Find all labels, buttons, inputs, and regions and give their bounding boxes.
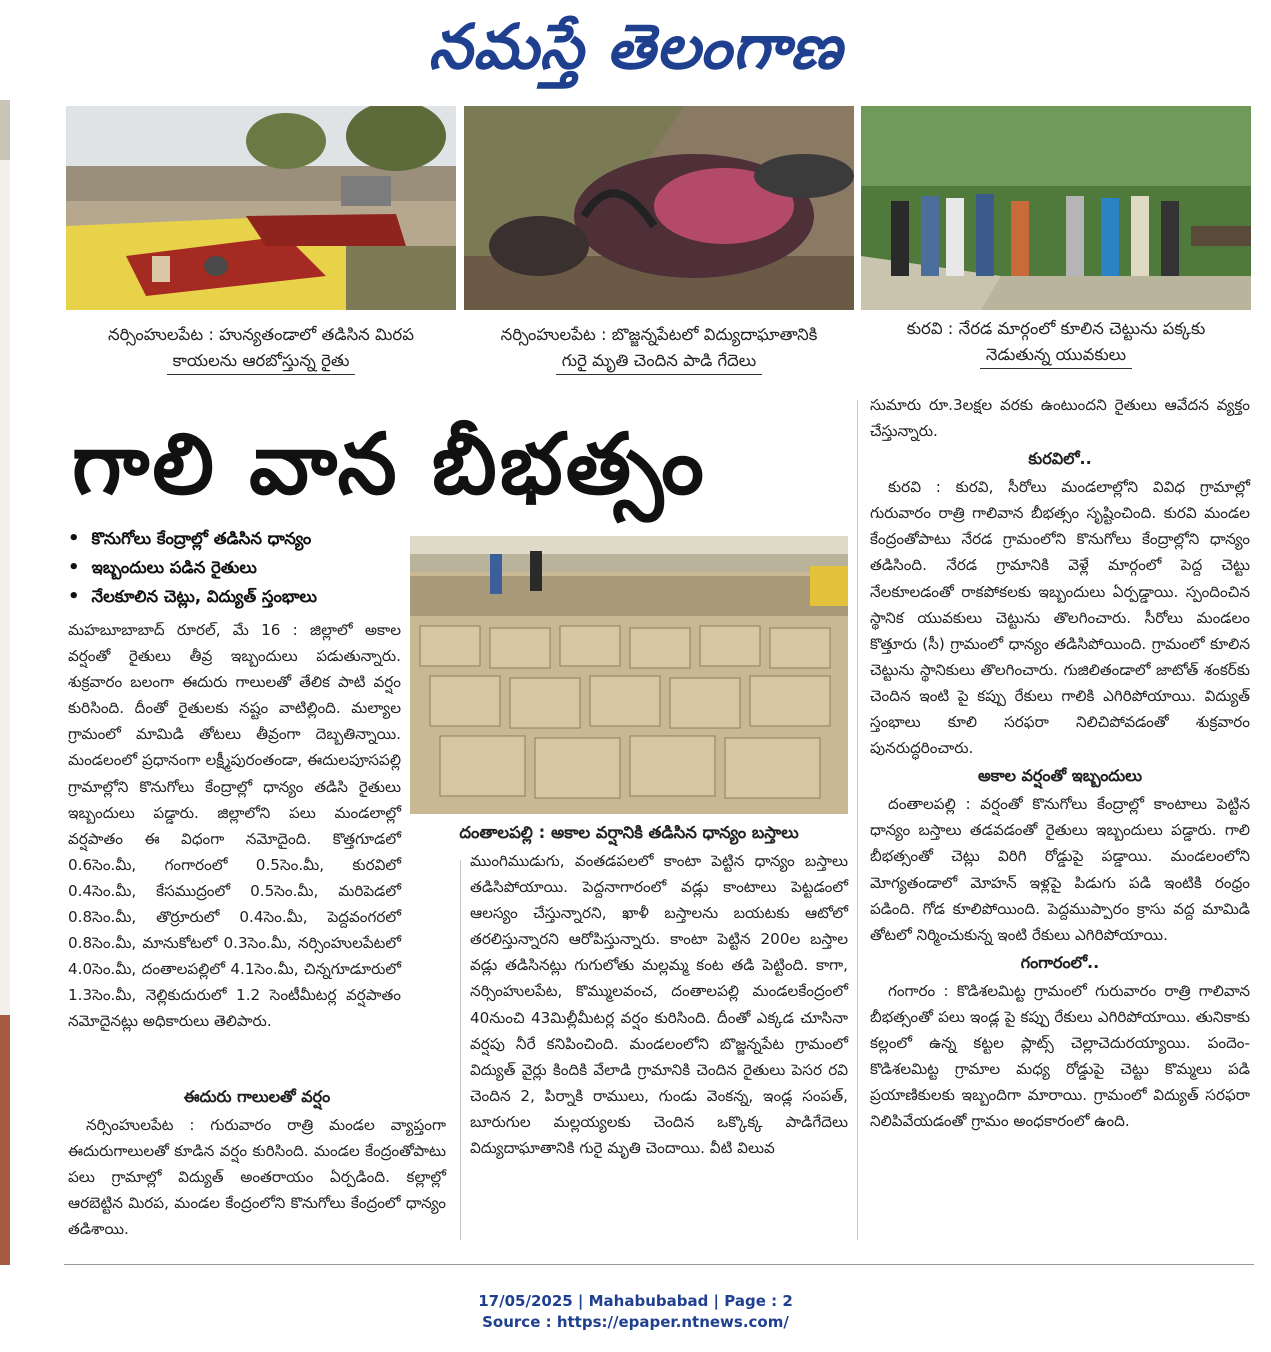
section-subhead: ఈదురు గాలులతో వర్షం	[183, 1087, 331, 1106]
photo-caption	[861, 316, 1251, 369]
section-subhead: అకాల వర్షంతో ఇబ్బందులు	[977, 766, 1143, 786]
footer-date-edition: 17/05/2025 | Mahabubabad | Page : 2	[478, 1292, 793, 1310]
article-paragraph: నర్సింహులపేట : గురువారం రాత్రి మండల వ్యాప్తంగా ఈదురుగాలులతో కూడిన వర్షం కురిసింది. మండల కేంద్రంతోపాటు పలు గ్రామాల్లో విద్యుత్‌ అంతరాయం ఏర్పడింది. కల్లాల్లో ఆరబెట్టిన మిరప, మండల కేంద్రంలోని కొనుగోలు కేంద్రంలో ధాన్యం తడిశాయి.	[68, 1116, 446, 1239]
article-column-1-lower	[68, 1082, 446, 1242]
photo-caption	[66, 322, 456, 375]
highlight-item: • ఇబ్బందులు పడిన రైతులు	[68, 553, 413, 582]
caption-line: కాయలను ఆరబోస్తున్న రైతు	[167, 348, 356, 375]
footer-source: Source : https://epaper.ntnews.com/	[482, 1313, 789, 1331]
caption-line: నెడుతున్న యువకులు	[980, 342, 1132, 369]
photo-grain-bags	[410, 536, 848, 814]
photo-caption	[464, 322, 854, 375]
center-photo-caption: దంతాలపల్లి : అకాల వర్షానికి తడిసిన ధాన్యం బస్తాలు	[459, 823, 799, 842]
caption-line: కురవి : నేరడ మార్గంలో కూలిన చెట్టును పక్కకు	[906, 319, 1206, 338]
article-column-2	[470, 848, 848, 1161]
highlight-item: • కొనుగోలు కేంద్రాల్లో తడిసిన ధాన్యం	[68, 524, 413, 553]
article-paragraph: కురవి : కురవి, సీరోలు మండలాల్లోని వివిధ గ్రామాల్లో గురువారం రాత్రి గాలివాన బీభత్సం సృష్టించింది. కురవి మండల కేంద్రంతోపాటు నేరడ గ్రామంలోని కొనుగోలు కేంద్రాల్లోని ధాన్యం తడిసింది. నేరడ గ్రామానికి వెళ్లే మార్గంలో పెద్ద చెట్టు నేలకూలడంతో రాకపోకలకు ఇబ్బందులు ఏర్పడ్డాయి. స్పందించిన స్థానిక యువకులు చెట్టును తొలగించారు. సీరోలు మండలం కొత్తూరు (సీ) గ్రామంలో ధాన్యం తడిసిపోయింది. గ్రామంలో కూలిన చెట్టును స్థానికులు తొలగించారు. గుజిలితండాలో జాటోత్‌ శంకర్‌కు చెందిన ఇంటి పై కప్పు రేకులు గాలికి ఎగిరిపోయాయి. విద్యుత్‌ స్తంభాలు కూలి సరఫరా నిలిచిపోవడంతో శుక్రవారం పునరుద్ధరించారు.	[870, 478, 1250, 758]
highlights-list	[68, 524, 413, 611]
article-paragraph: సుమారు రూ.3లక్షల వరకు ఉంటుందని రైతులు ఆవేదన వ్యక్తం చేస్తున్నారు.	[870, 396, 1250, 441]
highlight-item: • నేలకూలిన చెట్లు, విద్యుత్‌ స్తంభాలు	[68, 582, 413, 611]
photo-fallen-tree	[861, 106, 1251, 310]
article-paragraph: మహబూబాబాద్‌ రూరల్‌, మే 16 : జిల్లాలో అకాల వర్షంతో రైతులు తీవ్ర ఇబ్బందులు పడుతున్నారు. శుక్రవారం బలంగా ఈదురు గాలులతో తేలిక పాటి వర్షం కురిసింది. దీంతో రైతులకు నష్టం వాటిల్లింది. మల్యాల గ్రామంలో మామిడి తోటలు తీవ్రంగా దెబ్బతిన్నాయి. మండలంలో ప్రధానంగా లక్ష్మీపురంతండా, ఈదులపూసపల్లి గ్రామాల్లోని కొనుగోలు కేంద్రాల్లో ధాన్యం తడిసి రైతులు ఇబ్బందులు పడ్డారు. జిల్లాలోని పలు మండలాల్లో వర్షపాతం ఈ విధంగా నమోదైంది. కొత్తగూడలో 0.6సెం.మీ, గంగారంలో 0.5సెం.మీ, కురవిలో 0.4సెం.మీ, కేసముద్రంలో 0.5సెం.మీ, మరిపెడలో 0.8సెం.మీ, తొర్రూరులో 0.4సెం.మీ, పెద్దవంగరలో 0.8సెం.మీ, మానుకోటలో 0.3సెం.మీ, నర్సింహులపేటలో 4.0సెం.మీ, దంతాలపల్లిలో 4.1సెం.మీ, చిన్నగూడూరులో 1.3సెం.మీ, నెల్లికుదురులో 1.2 సెంటీమీటర్ల వర్షపాతం నమోదైనట్లు అధికారులు తెలిపారు.	[68, 621, 401, 1031]
page-bottom-rule	[64, 1264, 1254, 1265]
column-divider	[460, 860, 461, 1240]
photo-dead-buffaloes	[464, 106, 854, 310]
caption-line: నర్సింహులపేట : హున్యతండాలో తడిసిన మిరప	[108, 325, 414, 344]
adjacent-page-strip	[0, 100, 10, 1260]
article-paragraph: ముంగిముడుగు, వంతడపలలో కాంటా పెట్టిన ధాన్యం బస్తాలు తడిసిపోయాయి. పెద్దనాగారంలో వడ్లు కాంటాలు పెట్టడంలో ఆలస్యం చేస్తున్నారని, ఖాళీ బస్తాలను బయటకు ఆటోలో తరలిస్తున్నారని ఆరోపిస్తున్నారు. కాంటా పెట్టిన 200ల బస్తాల వడ్లు తడిసినట్లు గుగులోతు మల్లమ్మ కంట తడి పెట్టింది. కాగా, నర్సింహులపేట, కొమ్ములవంచ, దంతాలపల్లి మండలకేంద్రంలో 40నుంచి 43మిల్లీమీటర్ల వర్షం కురిసింది. దీంతో ఎక్కడ చూసినా వర్షపు నీరే కనిపించింది. మండలంలోని బొజ్జన్నపేట గ్రామంలో విద్యుత్‌ వైర్లు కిందికి వేలాడి గ్రామానికి చెందిన రైతులు పెసర రవి చెందిన 2, పిర్నాకి రాములు, గుండు వెంకన్న, ఇండ్ల సంపత్‌, బూరుగుల మల్లయ్యలకు చెందిన ఒక్కొక్క పాడిగేదెలు విద్యుదాఘాతానికి గురై మృతి చెందాయి. వీటి విలువ	[470, 852, 848, 1158]
caption-line: నర్సింహులపేట : బొజ్జన్నపేటలో విద్యుదాఘాతానికి	[500, 325, 818, 344]
masthead-title: నమస్తే తెలంగాణ	[428, 10, 843, 83]
article-column-1	[68, 617, 401, 1035]
photo-chillies-drying	[66, 106, 456, 310]
article-paragraph: దంతాలపల్లి : వర్షంతో కొనుగోలు కేంద్రాల్లో కాంటాలు పెట్టిన ధాన్యం బస్తాలు తడవడంతో రైతులు ఇబ్బందులు పడ్డారు. గాలి బీభత్సంతో చెట్లు విరిగి రోడ్డుపై పడ్డాయి. మండలంలోని మోగ్యతండాలో మోహన్‌ ఇళ్లపై పిడుగు పడి ఇంటికి రంధ్రం పడింది. గోడ కూలిపోయింది. పెద్దముప్పారం క్రాసు వద్ద మామిడి తోటలో నిర్మించుకున్న ఇంటి రేకులు ఎగిరిపోయాయి.	[870, 795, 1250, 944]
section-subhead: గంగారంలో..	[1020, 952, 1100, 972]
adjacent-photo	[0, 1015, 10, 1265]
caption-line: గురై మృతి చెందిన పాడి గేదెలు	[556, 348, 762, 375]
column-divider	[857, 400, 858, 1240]
article-column-3	[870, 392, 1250, 1134]
headline: గాలి వాన బీభత్సం	[72, 415, 707, 513]
article-paragraph: గంగారం : కొడిశలమిట్ట గ్రామంలో గురువారం రాత్రి గాలివాన బీభత్సంతో పలు ఇండ్ల పై కప్పు రేకులు ఎగిరిపోయాయి. తునికాకు కల్లంలో ఉన్న కట్టల ప్లాట్స్‌ చెల్లాచెదురయ్యాయి. పందెం-కొడిశలమిట్ట గ్రామాల మధ్య రోడ్డుపై చెట్టు కొమ్మలు పడి ప్రయాణికులకు ఇబ్బందిగా మారాయి. గ్రామంలో విద్యుత్‌ సరఫరా నిలిపివేయడంతో గ్రామం అంధకారంలో ఉంది.	[870, 981, 1250, 1131]
section-subhead: కురవిలో..	[1028, 449, 1092, 469]
adjacent-photo	[0, 100, 10, 160]
